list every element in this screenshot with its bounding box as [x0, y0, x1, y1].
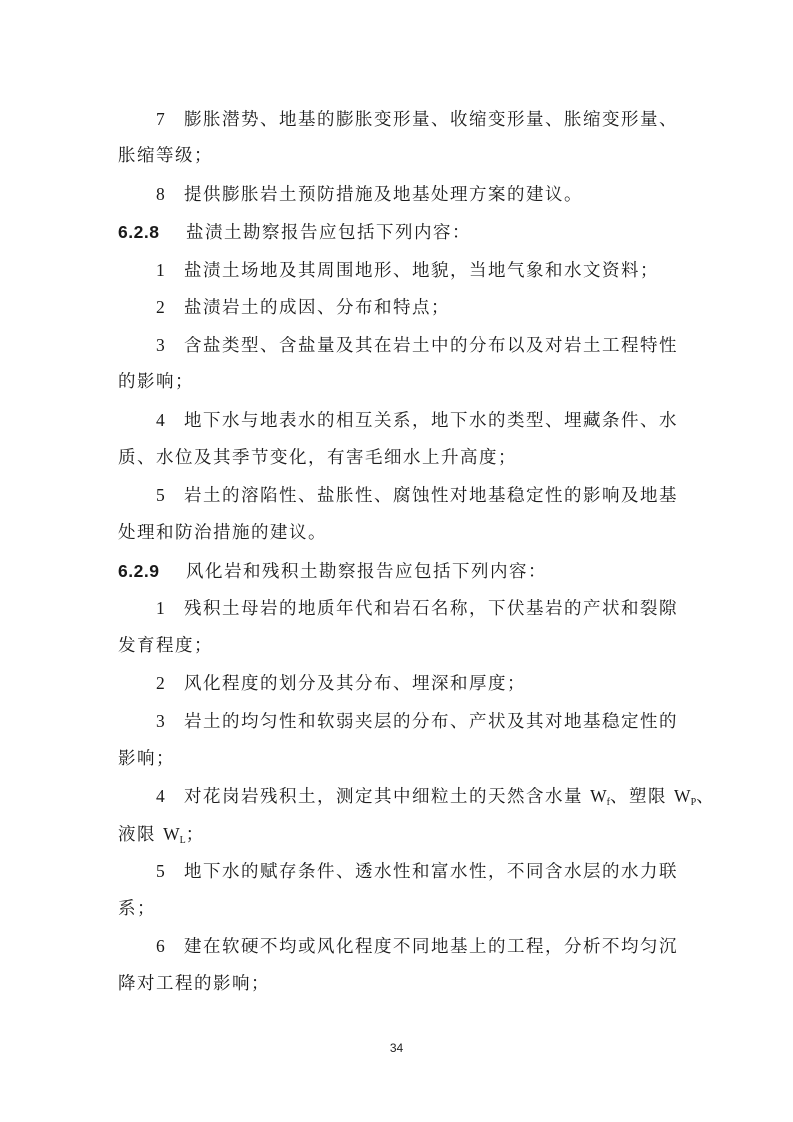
item-text: 残积土母岩的地质年代和岩石名称，下伏基岩的产状和裂隙	[184, 599, 678, 619]
item-text-continuation	[118, 822, 678, 853]
item-text-continuation	[118, 370, 678, 394]
item-number: 8	[156, 184, 167, 204]
list-item	[156, 671, 678, 696]
liquid-limit-symbol: $W_L$	[163, 824, 186, 846]
item-text-continuation	[118, 446, 678, 470]
list-item	[156, 333, 678, 358]
item-text: 对花岗岩残积土，测定其中细粒土的天然含水量	[184, 787, 583, 807]
item-text: 岩土的溶陷性、盐胀性、腐蚀性对地基稳定性的影响及地基	[184, 486, 678, 506]
item-number: 4	[156, 410, 167, 430]
item-text: 风化程度的划分及其分布、埋深和厚度；	[184, 674, 526, 694]
page-number: 34	[389, 1041, 404, 1055]
item-number: 7	[156, 109, 167, 129]
continuation-text: 液限	[118, 825, 156, 845]
list-item	[156, 859, 678, 884]
plastic-limit-symbol: $W_P$	[674, 786, 697, 808]
item-number: 2	[156, 673, 167, 693]
item-text-continuation	[118, 972, 678, 996]
item-number: 2	[156, 297, 167, 317]
list-item	[156, 258, 678, 283]
clause-text: 风化岩和残积土勘察报告应包括下列内容：	[186, 562, 547, 582]
continuation-text: 胀缩等级；	[118, 146, 213, 166]
continuation-text: 影响；	[118, 749, 175, 769]
clause-number: 6.2.9	[118, 561, 160, 581]
list-item	[156, 934, 678, 959]
water-content-symbol: $W_f$	[590, 786, 610, 808]
item-number: 3	[156, 335, 167, 355]
item-text: 地下水的赋存条件、透水性和富水性，不同含水层的水力联	[184, 862, 678, 882]
item-number: 4	[156, 786, 167, 806]
item-number: 5	[156, 485, 167, 505]
clause-heading	[118, 559, 678, 584]
item-number: 1	[156, 260, 167, 280]
item-number: 5	[156, 861, 167, 881]
item-text-continuation	[118, 634, 678, 658]
item-text-continuation	[118, 747, 678, 771]
list-item	[156, 596, 678, 621]
item-text: 盐渍岩土的成因、分布和特点；	[184, 298, 450, 318]
continuation-text: 处理和防治措施的建议。	[118, 523, 327, 543]
continuation-text: ；	[185, 825, 205, 845]
continuation-text: 的影响；	[118, 372, 194, 392]
item-text: 盐渍土场地及其周围地形、地貌，当地气象和水文资料；	[184, 261, 659, 281]
item-text: 、	[696, 787, 716, 807]
item-number: 6	[156, 936, 167, 956]
item-text: 、塑限	[609, 787, 667, 807]
item-text-continuation	[118, 144, 678, 168]
clause-number: 6.2.8	[118, 222, 160, 242]
continuation-text: 发育程度；	[118, 636, 213, 656]
item-text: 膨胀潜势、地基的膨胀变形量、收缩变形量、胀缩变形量、	[184, 110, 678, 130]
item-text: 含盐类型、含盐量及其在岩土中的分布以及对岩土工程特性	[184, 336, 678, 356]
list-item	[156, 408, 678, 433]
item-text-continuation	[118, 897, 678, 921]
item-text: 岩土的均匀性和软弱夹层的分布、产状及其对地基稳定性的	[184, 712, 678, 732]
clause-heading	[118, 220, 678, 245]
list-item	[156, 107, 678, 132]
list-item	[156, 182, 678, 207]
continuation-text: 降对工程的影响；	[118, 974, 270, 994]
item-number: 1	[156, 598, 167, 618]
item-text: 地下水与地表水的相互关系，地下水的类型、埋藏条件、水	[184, 411, 678, 431]
item-text-continuation	[118, 521, 678, 545]
item-text: 建在软硬不均或风化程度不同地基上的工程，分析不均匀沉	[184, 937, 678, 957]
clause-text: 盐渍土勘察报告应包括下列内容：	[186, 223, 471, 243]
list-item	[156, 784, 716, 815]
list-item	[156, 483, 678, 508]
item-text: 提供膨胀岩土预防措施及地基处理方案的建议。	[184, 185, 583, 205]
continuation-text: 系；	[118, 899, 156, 919]
list-item	[156, 709, 678, 734]
list-item	[156, 295, 678, 320]
item-number: 3	[156, 711, 167, 731]
continuation-text: 质、水位及其季节变化，有害毛细水上升高度；	[118, 448, 517, 468]
